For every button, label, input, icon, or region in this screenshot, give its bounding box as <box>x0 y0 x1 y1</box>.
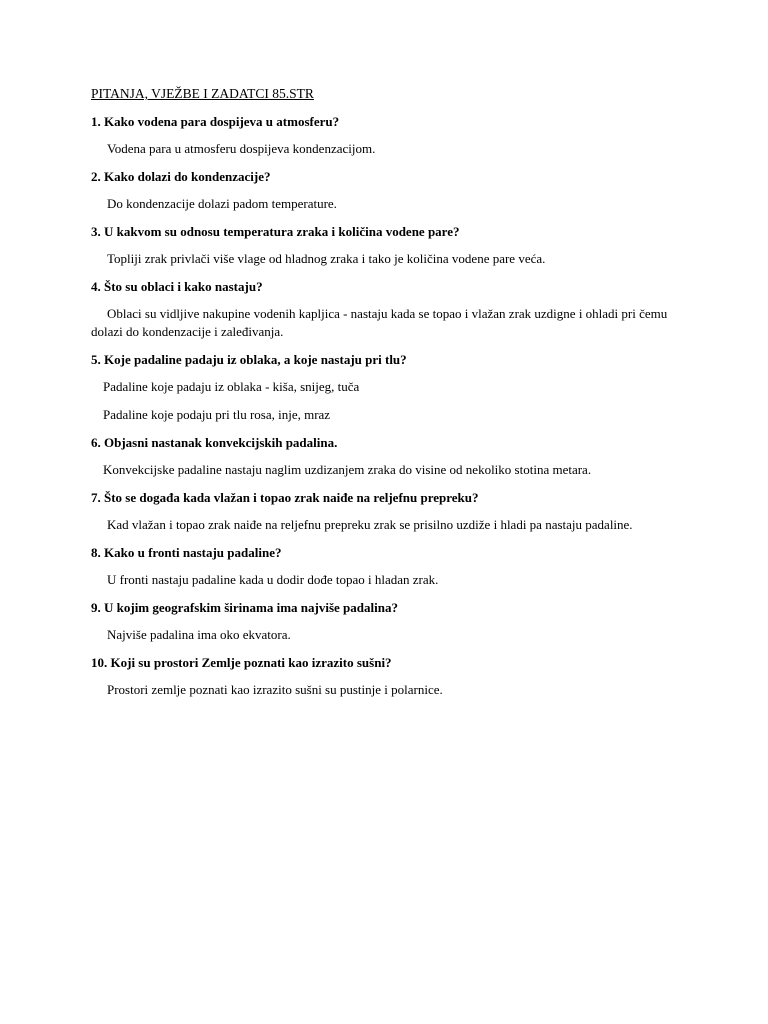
answer-8: U fronti nastaju padaline kada u dodir dođe topao i hladan zrak. <box>107 572 439 587</box>
question-7: 7. Što se događa kada vlažan i topao zrak naiđe na reljefnu prepreku? <box>91 490 479 505</box>
answer-10: Prostori zemlje poznati kao izrazito sušni su pustinje i polarnice. <box>107 682 443 697</box>
answer-7: Kad vlažan i topao zrak naiđe na reljefnu prepreku zrak se prisilno uzdiže i hladi pa nastaju padaline. <box>107 517 633 532</box>
qa-item-1 <box>91 113 681 158</box>
answer-2: Do kondenzacije dolazi padom temperature. <box>107 196 337 211</box>
qa-item-9 <box>91 599 681 644</box>
question-10: 10. Koji su prostori Zemlje poznati kao izrazito sušni? <box>91 655 392 670</box>
qa-item-4 <box>91 278 681 341</box>
qa-item-2 <box>91 168 681 213</box>
qa-item-8 <box>91 544 681 589</box>
answer-6: Konvekcijske padaline nastaju naglim uzdizanjem zraka do visine od nekoliko stotina metara. <box>103 462 592 477</box>
question-2: 2. Kako dolazi do kondenzacije? <box>91 169 271 184</box>
answer-9: Najviše padalina ima oko ekvatora. <box>107 627 291 642</box>
answer-4: Oblaci su vidljive nakupine vodenih kapljica - nastaju kada se topao i vlažan zrak uzdigne i ohladi pri čemu dolazi do kondenzacije i zaleđivanja. <box>91 306 668 339</box>
document-content <box>91 85 681 709</box>
question-8: 8. Kako u fronti nastaju padaline? <box>91 545 282 560</box>
question-9: 9. U kojim geografskim širinama ima najviše padalina? <box>91 600 398 615</box>
question-1: 1. Kako vodena para dospijeva u atmosferu? <box>91 114 340 129</box>
question-5: 5. Koje padaline padaju iz oblaka, a koje nastaju pri tlu? <box>91 352 407 367</box>
question-3: 3. U kakvom su odnosu temperatura zraka i količina vodene pare? <box>91 224 460 239</box>
qa-item-6 <box>91 434 681 479</box>
qa-item-3 <box>91 223 681 268</box>
answer-3: Topliji zrak privlači više vlage od hladnog zraka i tako je količina vodene pare veća. <box>107 251 546 266</box>
answer-1: Vodena para u atmosferu dospijeva kondenzacijom. <box>107 141 376 156</box>
question-4: 4. Što su oblaci i kako nastaju? <box>91 279 263 294</box>
answer-5b: Padaline koje podaju pri tlu rosa, inje, mraz <box>103 407 331 422</box>
document-title: PITANJA, VJEŽBE I ZADATCI 85.STR <box>91 86 314 101</box>
question-6: 6. Objasni nastanak konvekcijskih padalina. <box>91 435 338 450</box>
answer-5a: Padaline koje padaju iz oblaka - kiša, snijeg, tuča <box>103 379 360 394</box>
qa-item-7 <box>91 489 681 534</box>
qa-item-10 <box>91 654 681 699</box>
qa-item-5 <box>91 351 681 424</box>
